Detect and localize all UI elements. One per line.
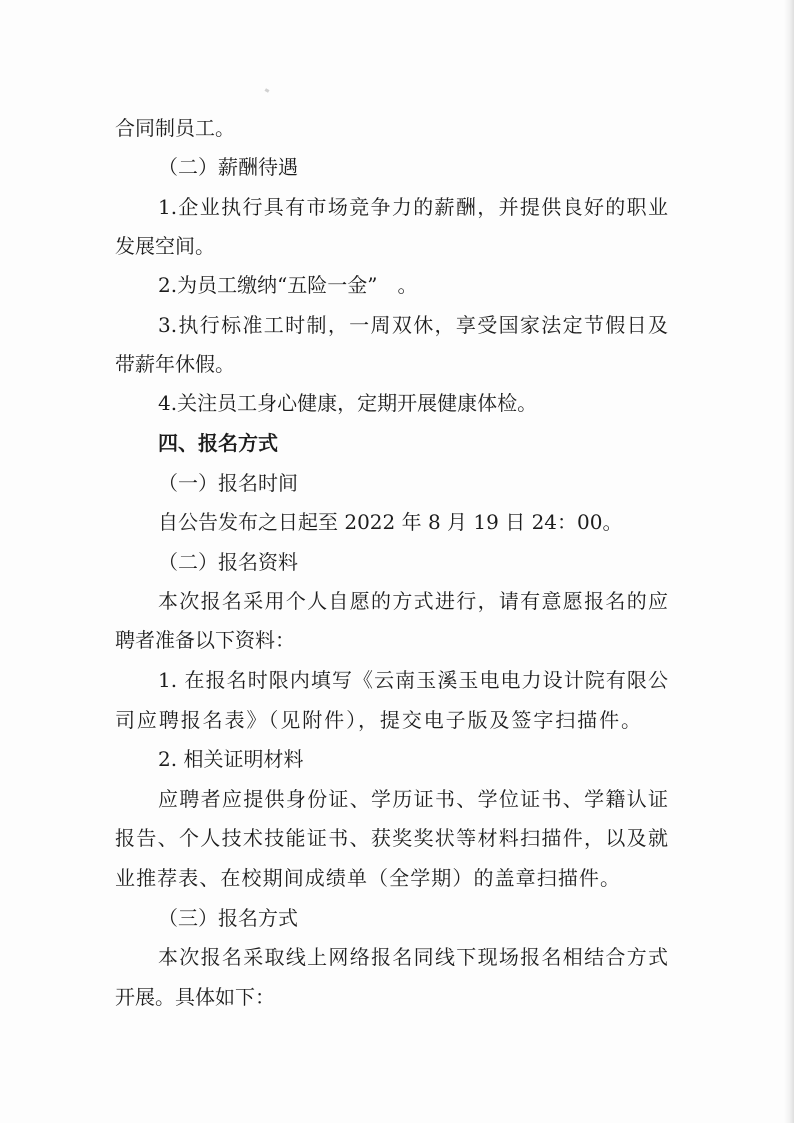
text-line-16: 司应聘报名表》（见附件），提交电子版及签字扫描件。 — [115, 708, 641, 732]
subheading-registration-materials: （二）报名资料 — [158, 550, 298, 574]
text-line-19: 报告、个人技术技能证书、获奖奖状等材料扫描件，以及就 — [115, 826, 668, 850]
text-line-4: 发展空间。 — [115, 234, 215, 258]
text-line-15: 1. 在报名时限内填写《云南玉溪玉电电力设计院有限公 — [158, 668, 668, 692]
subheading-registration-time: （一）报名时间 — [158, 471, 298, 495]
text-line-8: 4.关注员工身心健康，定期开展健康体检。 — [158, 391, 538, 415]
text-line-13: 本次报名采用个人自愿的方式进行，请有意愿报名的应 — [158, 589, 668, 613]
text-line-6: 3.执行标准工时制，一周双休，享受国家法定节假日及 — [158, 313, 668, 337]
text-line-20: 业推荐表、在校期间成绩单（全学期）的盖章扫描件。 — [115, 866, 620, 890]
text-line-18: 应聘者应提供身份证、学历证书、学位证书、学籍认证 — [158, 787, 668, 811]
text-line-7: 带薪年休假。 — [115, 352, 235, 376]
text-line-1: 合同制员工。 — [115, 116, 235, 140]
subheading-registration-method: （三）报名方式 — [158, 906, 298, 930]
text-line-11: 自公告发布之日起至 2022 年 8 月 19 日 24：00。 — [158, 510, 623, 534]
subheading-salary: （二）薪酬待遇 — [158, 155, 298, 179]
text-line-17: 2. 相关证明材料 — [158, 747, 304, 771]
text-line-22: 本次报名采取线上网络报名同线下现场报名相结合方式 — [158, 945, 668, 969]
text-line-5: 2.为员工缴纳“五险一金” 。 — [158, 273, 418, 297]
text-line-23: 开展。具体如下： — [115, 985, 275, 1009]
scan-edge-shadow — [784, 0, 794, 1123]
text-line-3: 1.企业执行具有市场竞争力的薪酬，并提供良好的职业 — [158, 195, 668, 219]
section-heading-registration: 四、报名方式 — [158, 431, 278, 455]
text-line-14: 聘者准备以下资料： — [115, 628, 295, 652]
scan-speck — [265, 88, 270, 93]
